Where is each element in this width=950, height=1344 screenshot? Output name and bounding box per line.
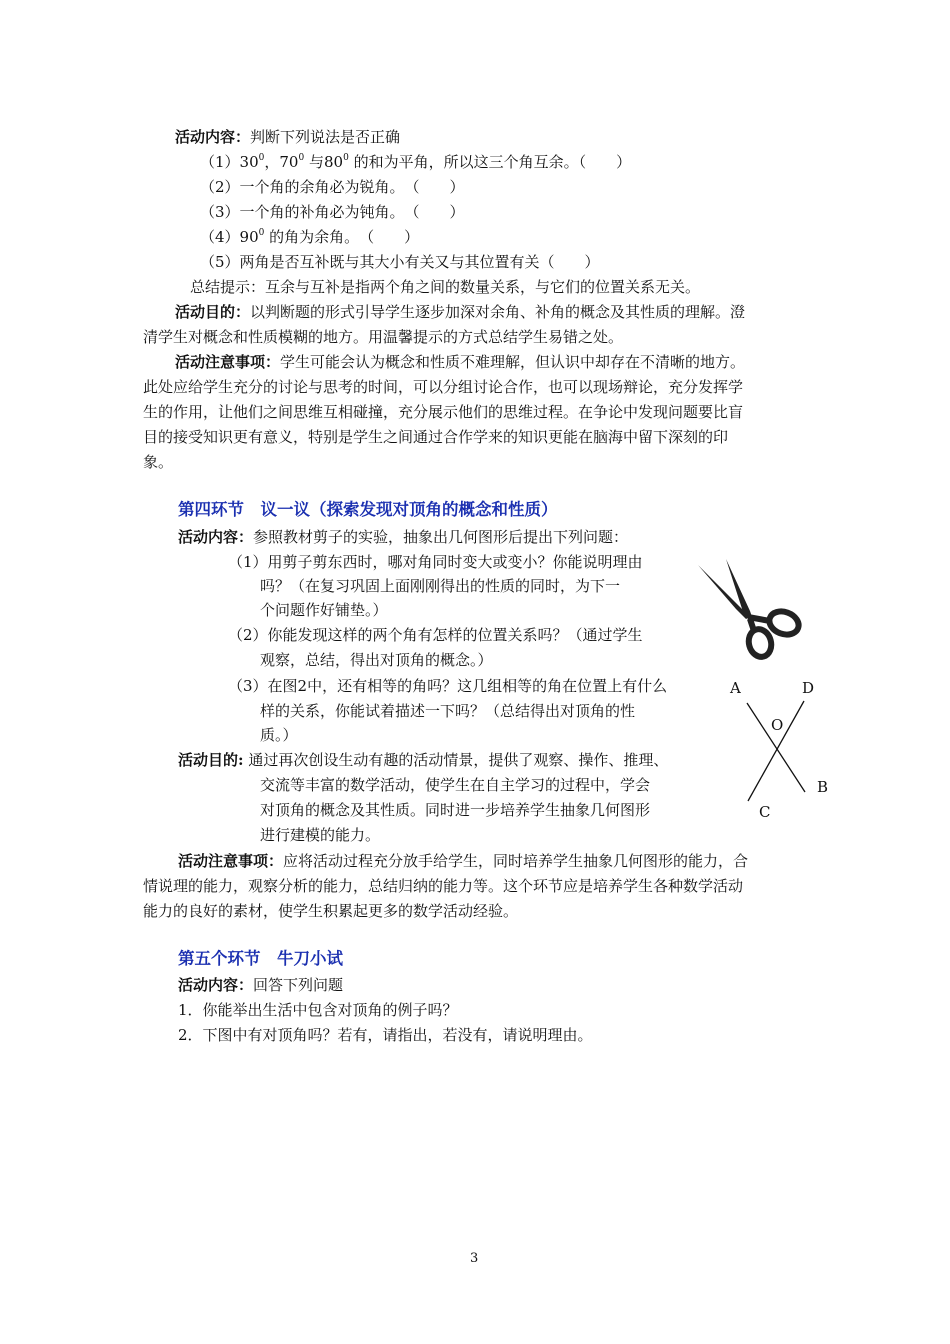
q4-part: 的角为余角。 （ ）	[269, 228, 420, 246]
label-c: C	[759, 803, 771, 821]
exercise-item-2: 2．下图中有对顶角吗？若有，请指出，若没有，请说明理由。	[178, 1026, 593, 1044]
activity-goal-label: 活动目的:	[178, 751, 244, 769]
degree-mark: 0	[258, 153, 265, 163]
activity-notes-label: 活动注意事项：	[175, 353, 281, 371]
q1-part: （1）30	[200, 153, 259, 171]
section4-heading: 第四环节 议一议（探索发现对顶角的概念和性质）	[178, 500, 558, 519]
activity-content-line	[175, 127, 400, 147]
activity-goal-line	[178, 750, 668, 770]
activity-content-text: 参照教材剪子的实验，抽象出几何图形后提出下列问题：	[253, 528, 629, 546]
activity-goal-cont: 清学生对概念和性质模糊的地方。用温馨提示的方式总结学生易错之处。	[143, 328, 624, 346]
scissors-handle-left	[746, 627, 774, 660]
activity-content-label: 活动内容：	[178, 528, 254, 546]
q4-part: （4）90	[200, 228, 259, 246]
summary-tip: 总结提示：互余与互补是指两个角之间的数量关系，与它们的位置关系无关。	[190, 278, 701, 296]
question-3: （3）一个角的补角必为钝角。 （ ）	[200, 203, 465, 221]
notes-cont: 情说理的能力，观察分析的能力，总结归纳的能力等。这个环节应是培养学生各种数学活动	[143, 877, 744, 895]
q1-line: 吗？（在复习巩固上面刚刚得出的性质的同时，为下一	[260, 577, 621, 595]
q1-part: 的和为平角，所以这三个角互余。（ ）	[353, 153, 632, 171]
label-d: D	[802, 679, 815, 697]
activity-notes-text: 学生可能会认为概念和性质不难理解，但认识中却存在不清晰的地方。	[280, 353, 746, 371]
label-b: B	[817, 778, 829, 796]
notes-cont: 此处应给学生充分的讨论与思考的时间，可以分组讨论合作，也可以现场辩论，充分发挥学	[143, 378, 744, 396]
goal-cont: 交流等丰富的数学活动，使学生在自主学习的过程中，学会	[260, 776, 651, 794]
activity-goal-label: 活动目的：	[175, 303, 251, 321]
activity-goal-line	[175, 302, 745, 322]
activity-content-label: 活动内容：	[175, 128, 251, 146]
scissors-handle-right	[766, 608, 802, 639]
scissors-blade-2	[726, 559, 754, 623]
activity-notes-line	[175, 352, 745, 372]
activity-content-line	[178, 975, 343, 995]
q3-line: 样的关系，你能试着描述一下吗？（总结得出对顶角的性	[260, 702, 636, 720]
q1-part: 与80	[308, 153, 344, 171]
section5-heading: 第五个环节 牛刀小试	[178, 949, 343, 968]
degree-mark: 0	[258, 228, 265, 238]
q3-line: （3）在图2中，还有相等的角吗？这几组相等的角在位置上有什么	[228, 677, 668, 695]
degree-mark: 0	[343, 153, 349, 163]
q2-line: （2）你能发现这样的两个角有怎样的位置关系吗？（通过学生	[228, 626, 643, 644]
label-a: A	[730, 679, 741, 697]
degree-mark: 0	[298, 153, 305, 163]
activity-content-line	[178, 527, 628, 547]
q3-line: 质。）	[260, 726, 298, 744]
notes-cont: 能力的良好的素材，使学生积累起更多的数学活动经验。	[143, 902, 519, 920]
scissors-figure	[690, 555, 810, 665]
activity-notes-line	[178, 851, 748, 871]
q1-part: ，70	[264, 153, 299, 171]
goal-cont: 对顶角的概念及其性质。同时进一步培养学生抽象几何图形	[260, 801, 651, 819]
q1-line: 个问题作好铺垫。）	[260, 601, 388, 619]
question-2: （2）一个角的余角必为锐角。 （ ）	[200, 178, 465, 196]
question-5: （5）两角是否互补既与其大小有关又与其位置有关（ ）	[200, 253, 600, 271]
activity-notes-label: 活动注意事项：	[178, 852, 284, 870]
activity-goal-text: 通过再次创设生动有趣的活动情景，提供了观察、操作、推理、	[248, 751, 669, 769]
page-number: 3	[470, 1251, 479, 1266]
activity-content-text: 回答下列问题	[253, 976, 344, 994]
activity-content-label: 活动内容：	[178, 976, 254, 994]
goal-cont: 进行建模的能力。	[260, 826, 381, 844]
question-1	[200, 152, 631, 172]
notes-cont: 目的接受知识更有意义，特别是学生之间通过合作学来的知识更能在脑海中留下深刻的印	[143, 428, 729, 446]
activity-goal-text: 以判断题的形式引导学生逐步加深对余角、补角的概念及其性质的理解。澄	[250, 303, 746, 321]
notes-cont: 生的作用，让他们之间思维互相碰撞，充分展示他们的思维过程。在争论中发现问题要比盲	[143, 403, 744, 421]
exercise-item-1: 1．你能举出生活中包含对顶角的例子吗？	[178, 1001, 458, 1019]
notes-cont: 象。	[143, 453, 174, 471]
scissors-blade-1	[698, 565, 750, 619]
activity-content-text: 判断下列说法是否正确	[250, 128, 401, 146]
q2-line: 观察，总结，得出对顶角的概念。）	[260, 651, 493, 669]
activity-notes-text: 应将活动过程充分放手给学生，同时培养学生抽象几何图形的能力，合	[283, 852, 749, 870]
q1-line: （1）用剪子剪东西时，哪对角同时变大或变小？你能说明理由	[228, 553, 643, 571]
question-4	[200, 227, 419, 247]
label-o: O	[771, 716, 784, 734]
vertical-angles-figure	[720, 675, 840, 825]
